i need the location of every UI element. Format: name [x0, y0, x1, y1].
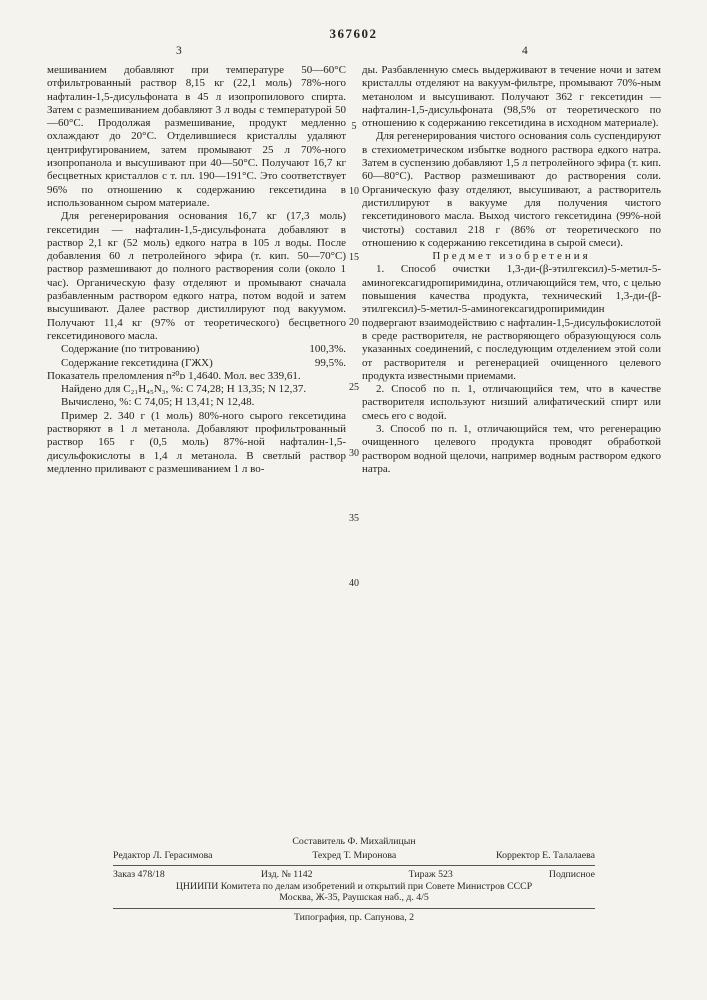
- staff-row: [113, 850, 595, 862]
- paragraph-continuation: ды. Разбавленную смесь выдерживают в течение ночи и затем кристаллы отделяют на вакуум-фильтре, промывают 70%-ным метанолом и высушивают. Получают 362 г гексетидин — нафталин-1,5-дисульфоната (98,5% от теоретического по отношению к содержанию гексетидина в исходном материале).: [362, 64, 661, 130]
- line-number: 15: [349, 252, 359, 263]
- organization-line: ЦНИИПИ Комитета по делам изобретений и открытий при Совете Министров СССР: [175, 880, 533, 892]
- imprint-block: [113, 836, 595, 923]
- paragraph-continuation: мешиванием добавляют при температуре 50—60°C отфильтрованный раствор 8,15 кг (22,1 моль) 78%-ного нафталин-1,5-дисульфоната в 45 л изопропилового спирта. Затем с размешиванием добавляют 3 л воды с температурой 50—60°C. Продолжая размешивание, продукт медленно охлаждают до 20°C. Отделившиеся кристаллы удаляют центрифугированием, затем промывают 25 л 70%-ного изопропанола и высушивают при 40—50°C. Получают 16,7 кг бесцветных кристаллов с т. пл. 190—191°C. Это соответствует 96% по отношению к содержанию гексетидина в использованном сыром материале.: [47, 64, 346, 209]
- line-number: 5: [351, 121, 357, 132]
- assay-label: Содержание (по титрованию): [61, 343, 200, 356]
- assay-value: 100,3%.: [309, 343, 346, 356]
- line-number: 40: [349, 578, 359, 589]
- paragraph-example-2: Пример 2. 340 г (1 моль) 80%-ного сырого гексетидина растворяют в 1 л метанола. Добавляют профильтрованный раствор 165 г (0,5 моль) 87%-ной нафталин-1,5-дисульфокислоты в 1,4 л метанола. В светлый раствор медленно приливают с размешиванием 1 л во-: [47, 409, 346, 475]
- divider: [113, 908, 595, 909]
- issue-number: Изд. № 1142: [260, 869, 313, 880]
- assay-line-titration: [47, 343, 346, 356]
- paragraph-found: Найдено для C₂₁H₄₅N₃, %: C 74,28; H 13,35; N 12,37.: [61, 383, 307, 396]
- left-column: [47, 64, 346, 476]
- order-number: Заказ 478/18: [113, 869, 165, 880]
- order-row: [113, 869, 595, 881]
- line-number: 30: [349, 448, 359, 459]
- editor-credit: Редактор Л. Герасимова: [113, 849, 213, 861]
- paragraph-regeneration: Для регенерирования основания 16,7 кг (17,3 моль) гексетидин — нафталин-1,5-дисульфоната добавляют в раствор 2,1 кг (52 моль) едкого натра в 105 л воды. После добавления 60 л петролейного эфира (т. кип. 50—70°C) раствор размешивают до полного растворения соли (около 1 час). Органическую фазу отделяют и промывают сначала разбавленным раствором едкого натра, потом водой и затем высушивают. Далее раствор дистиллируют под вакуумом. Получают 11,4 кг (97% от теоретического) бесцветного гексетидинового масла.: [47, 210, 346, 342]
- address-line: Москва, Ж-35, Раушская наб., д. 4/5: [279, 892, 429, 903]
- paragraph-regeneration-pure: Для регенерирования чистого основания соль суспендируют в стехиометрическом избытке водного раствора едкого натра. Затем в суспензию добавляют 1,5 л петролейного эфира (т. кип. 60—80°C). Раствор размешивают до растворения соли. Органическую фазу отделяют, высушивают, а растворитель дистиллируют в вакууме для получения чистого гексетидинового масла. Выход чистого гексетидина (99%-ной чистоты) составил 218 г (86% от теоретического по отношению к содержанию гексетидина в сырой смеси).: [362, 130, 661, 249]
- line-number: 35: [349, 513, 359, 524]
- claim-3: 3. Способ по п. 1, отличающийся тем, что регенерацию очищенного целевого продукта проводят обработкой раствором водной щелочи, например водным раствором едкого натра.: [362, 423, 661, 475]
- right-column-page-number: 4: [522, 45, 528, 57]
- left-column-page-number: 3: [176, 45, 182, 57]
- claim-2: 2. Способ по п. 1, отличающийся тем, что в качестве растворителя используют низший алифатический спирт или смесь его с водой.: [362, 383, 661, 422]
- line-number: 10: [349, 186, 359, 197]
- right-column: [362, 64, 661, 476]
- patent-number: 367602: [329, 26, 378, 41]
- claims-heading: Предмет изобретения: [432, 250, 591, 263]
- paragraph-calculated: Вычислено, %: C 74,05; H 13,41; N 12,48.: [61, 396, 255, 409]
- compiler-line: Составитель Ф. Михайлицын: [292, 836, 416, 847]
- assay-line-gc: [47, 357, 346, 370]
- divider: [113, 865, 595, 866]
- subscription-note: Подписное: [548, 869, 595, 880]
- paragraph-refraction: Показатель преломления n²⁰ᴅ 1,4640. Мол. вес 339,61.: [47, 369, 301, 382]
- corrector-credit: Корректор Е. Талалаева: [496, 849, 595, 861]
- assay-label: Содержание гексетидина (ГЖХ): [61, 356, 213, 369]
- text-columns: [47, 64, 661, 589]
- claim-1: 1. Способ очистки 1,3-ди-(β-этилгексил)-5-метил-5-аминогексагидропиримидина, отличающийся тем, что, с целью повышения качества продукта, технический 1,3-ди-(β-этилгексил)-5-метил-5-аминогексагидропиримидин подвергают взаимодействию с нафталин-1,5-дисульфокислотой в среде растворителя, не растворяющего образующуюся соль указанных соединений, с последующим отделением этой соли от растворителя и регенерацией очищенного целевого продукта известными приемами.: [362, 263, 661, 382]
- print-run: Тираж 523: [408, 869, 453, 880]
- assay-value: 99,5%.: [314, 356, 346, 369]
- techred-credit: Техред Т. Миронова: [312, 849, 397, 861]
- line-number: 25: [349, 382, 359, 393]
- line-number: 20: [349, 317, 359, 328]
- gutter-line-numbers: [343, 64, 365, 624]
- printer-line: Типография, пр. Сапунова, 2: [293, 911, 415, 923]
